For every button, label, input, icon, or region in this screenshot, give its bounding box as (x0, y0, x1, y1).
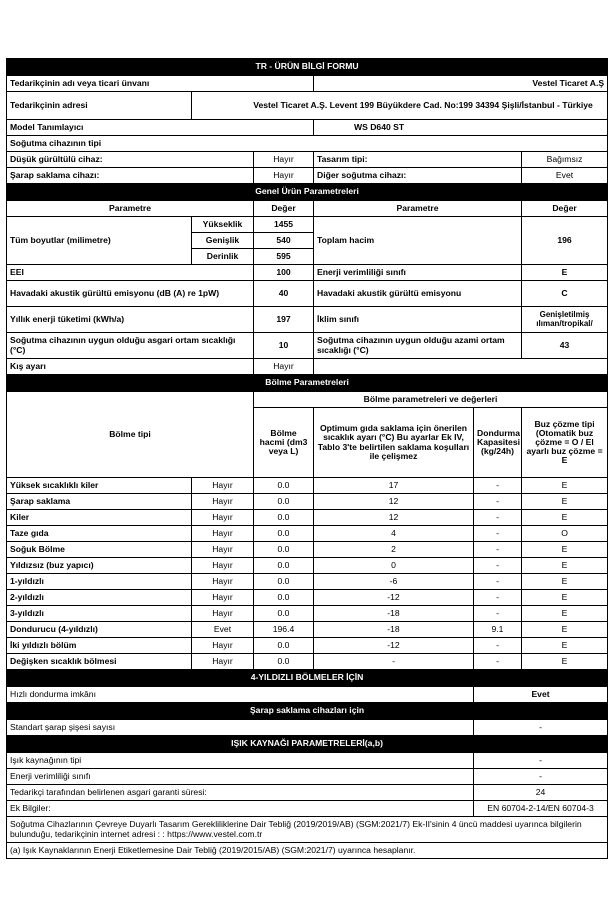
general-parameters-header: Genel Ürün Parametreleri (7, 184, 608, 201)
compartment-row (7, 478, 608, 494)
extra-info-label: Ek Bilgiler: (7, 801, 474, 817)
compartment-temperature: -6 (314, 574, 474, 590)
appliance-type-label: Soğutma cihazının tipi (7, 136, 608, 152)
min-temp-value: 10 (254, 333, 314, 359)
compartment-freezing-capacity: - (474, 590, 522, 606)
compartment-freezing-capacity: - (474, 478, 522, 494)
compartment-defrost-type: E (522, 622, 608, 638)
other-appliance-label: Diğer soğutma cihazı: (314, 168, 522, 184)
compartment-temperature: 17 (314, 478, 474, 494)
extra-info-value: EN 60704-2-14/EN 60704-3 (474, 801, 608, 817)
compartment-rows (7, 478, 608, 670)
compartment-temperature: -18 (314, 622, 474, 638)
supplier-name-label: Tedarikçinin adı veya ticari ünvanı (7, 76, 314, 92)
compartment-present: Hayır (192, 574, 254, 590)
compartment-freezing-capacity: - (474, 542, 522, 558)
product-info-sheet (6, 58, 608, 859)
compartment-row (7, 654, 608, 670)
min-temp-label: Soğutma cihazının uygun olduğu asgari ortam sıcaklığı (°C) (7, 333, 254, 359)
compartment-row (7, 622, 608, 638)
max-temp-label: Soğutma cihazının uygun olduğu azami ortam sıcaklığı (°C) (314, 333, 522, 359)
compartment-temperature: 12 (314, 494, 474, 510)
height-label: Yükseklik (192, 217, 254, 233)
bottles-label: Standart şarap şişesi sayısı (7, 720, 474, 736)
compartment-freezing-capacity: - (474, 558, 522, 574)
compartment-type-header: Bölme tipi (7, 392, 254, 478)
compartment-freezing-capacity: - (474, 606, 522, 622)
light-type-label: Işık kaynağının tipi (7, 753, 474, 769)
compartment-defrost-type: E (522, 558, 608, 574)
compartment-row (7, 542, 608, 558)
compartment-defrost-type: E (522, 654, 608, 670)
compartment-volume: 0.0 (254, 606, 314, 622)
compartment-row (7, 590, 608, 606)
compartment-defrost-type: E (522, 638, 608, 654)
four-star-header: 4-YILDIZLI BÖLMELER İÇİN (7, 670, 608, 687)
compartment-present: Hayır (192, 654, 254, 670)
compartment-row (7, 606, 608, 622)
compartment-name: Soğuk Bölme (7, 542, 192, 558)
compartment-temperature: -12 (314, 638, 474, 654)
param-header-right: Parametre (314, 201, 522, 217)
compartment-present: Hayır (192, 606, 254, 622)
compartment-row (7, 526, 608, 542)
compartment-row (7, 638, 608, 654)
depth-label: Derinlik (192, 249, 254, 265)
compartment-present: Hayır (192, 510, 254, 526)
total-volume-value: 196 (522, 217, 608, 265)
supplier-address-label: Tedarikçinin adresi (7, 92, 192, 120)
noise-value: 40 (254, 281, 314, 307)
compartment-defrost-type: E (522, 606, 608, 622)
annual-energy-label: Yıllık enerji tüketimi (kWh/a) (7, 307, 254, 333)
compartment-volume: 0.0 (254, 478, 314, 494)
compartment-freezing-capacity: - (474, 654, 522, 670)
compartment-defrost-type: E (522, 478, 608, 494)
compartment-name: 1-yıldızlı (7, 574, 192, 590)
compartment-defrost-type: E (522, 494, 608, 510)
compartment-defrost-type: E (522, 590, 608, 606)
climate-class-label: İklim sınıfı (314, 307, 522, 333)
defrost-type-column-header: Buz çözme tipi (Otomatik buz çözme = O / El ayarlı buz çözme = E (522, 408, 608, 478)
supplier-name: Vestel Ticaret A.Ş (314, 76, 608, 92)
light-source-header: IŞIK KAYNAĞI PARAMETRELERİ(a,b) (7, 736, 608, 753)
winter-setting-value: Hayır (254, 359, 314, 375)
compartment-name: Kiler (7, 510, 192, 526)
compartment-volume: 0.0 (254, 510, 314, 526)
model-label: Model Tanımlayıcı (7, 120, 314, 136)
compartment-defrost-type: O (522, 526, 608, 542)
compartment-temperature: 12 (314, 510, 474, 526)
compartment-row (7, 574, 608, 590)
low-noise-label: Düşük gürültülü cihaz: (7, 152, 254, 168)
other-appliance-value: Evet (522, 168, 608, 184)
compartment-volume: 0.0 (254, 638, 314, 654)
compartment-present: Hayır (192, 542, 254, 558)
energy-class-label: Enerji verimliliği sınıfı (314, 265, 522, 281)
compartment-freezing-capacity: - (474, 526, 522, 542)
warranty-label: Tedarikçi tarafından belirlenen asgari garanti süresi: (7, 785, 474, 801)
noise-label: Havadaki akustik gürültü emisyonu (dB (A) re 1pW) (7, 281, 254, 307)
compartment-name: Dondurucu (4-yıldızlı) (7, 622, 192, 638)
compartment-present: Hayır (192, 558, 254, 574)
design-type-label: Tasarım tipi: (314, 152, 522, 168)
compartment-temperature: 0 (314, 558, 474, 574)
temperature-column-header: Optimum gıda saklama için önerilen sıcaklık ayarı (°C) Bu ayarlar Ek IV, Tablo 3'te belirtilen saklama koşulları ile çelişmez (314, 408, 474, 478)
low-noise-value: Hayır (254, 152, 314, 168)
compartment-freezing-capacity: 9.1 (474, 622, 522, 638)
compartment-name: İki yıldızlı bölüm (7, 638, 192, 654)
compartment-present: Hayır (192, 478, 254, 494)
width-label: Genişlik (192, 233, 254, 249)
compartment-freezing-capacity: - (474, 638, 522, 654)
compartment-volume: 0.0 (254, 558, 314, 574)
regulation-note: Soğutma Cihazlarının Çevreye Duyarlı Tasarım Gerekliliklerine Dair Tebliğ (2019/2019/AB) (SGM:2021/7) Ek-II'sinin 4 üncü maddesi uyarınca bilgilerin bulunduğu, tedarikçinin internet adresi : : https://www.vestel.com.tr (7, 817, 608, 843)
compartment-row (7, 494, 608, 510)
compartment-defrost-type: E (522, 510, 608, 526)
climate-class-value: Genişletilmiş ılıman/tropikal/ (522, 307, 608, 333)
freezing-capacity-column-header: Dondurma Kapasitesi (kg/24h) (474, 408, 522, 478)
design-type-value: Bağımsız (522, 152, 608, 168)
compartment-volume: 196.4 (254, 622, 314, 638)
bottles-value: - (474, 720, 608, 736)
compartment-present: Hayır (192, 494, 254, 510)
sheet-title: TR - ÜRÜN BİLGİ FORMU (7, 59, 608, 76)
volume-column-header: Bölme hacmi (dm3 veya L) (254, 408, 314, 478)
compartment-row (7, 510, 608, 526)
compartment-volume: 0.0 (254, 494, 314, 510)
value-header-right: Değer (522, 201, 608, 217)
param-header-left: Parametre (7, 201, 254, 217)
light-regulation-note: (a) Işık Kaynaklarının Enerji Etiketlemesine Dair Tebliğ (2019/2015/AB) (SGM:2021/7) uyarınca hesaplanır. (7, 843, 608, 859)
compartment-volume: 0.0 (254, 574, 314, 590)
compartment-freezing-capacity: - (474, 510, 522, 526)
compartment-name: Taze gıda (7, 526, 192, 542)
compartment-name: Yıldızsız (buz yapıcı) (7, 558, 192, 574)
compartment-present: Evet (192, 622, 254, 638)
compartment-name: 2-yıldızlı (7, 590, 192, 606)
value-header-left: Değer (254, 201, 314, 217)
height-value: 1455 (254, 217, 314, 233)
compartment-parameters-header: Bölme Parametreleri (7, 375, 608, 392)
compartment-row (7, 558, 608, 574)
compartment-present: Hayır (192, 526, 254, 542)
compartment-present: Hayır (192, 638, 254, 654)
fast-freeze-label: Hızlı dondurma imkânı (7, 687, 474, 703)
compartment-defrost-type: E (522, 574, 608, 590)
depth-value: 595 (254, 249, 314, 265)
winter-setting-label: Kış ayarı (7, 359, 254, 375)
compartment-freezing-capacity: - (474, 574, 522, 590)
noise-class-value: C (522, 281, 608, 307)
compartment-params-header: Bölme parametreleri ve değerleri (254, 392, 608, 408)
annual-energy-value: 197 (254, 307, 314, 333)
fast-freeze-value: Evet (474, 687, 608, 703)
compartment-name: Yüksek sıcaklıklı kiler (7, 478, 192, 494)
dimensions-label: Tüm boyutlar (milimetre) (7, 217, 192, 265)
compartment-volume: 0.0 (254, 654, 314, 670)
compartment-name: 3-yıldızlı (7, 606, 192, 622)
compartment-volume: 0.0 (254, 542, 314, 558)
model-value: WS D640 ST (314, 120, 608, 136)
compartment-name: Değişken sıcaklık bölmesi (7, 654, 192, 670)
compartment-temperature: -12 (314, 590, 474, 606)
compartment-volume: 0.0 (254, 590, 314, 606)
compartment-volume: 0.0 (254, 526, 314, 542)
light-type-value: - (474, 753, 608, 769)
light-class-label: Enerji verimliliği sınıfı (7, 769, 474, 785)
wine-appliance-value: Hayır (254, 168, 314, 184)
eei-label: EEI (7, 265, 254, 281)
compartment-temperature: -18 (314, 606, 474, 622)
eei-value: 100 (254, 265, 314, 281)
compartment-present: Hayır (192, 590, 254, 606)
max-temp-value: 43 (522, 333, 608, 359)
compartment-temperature: - (314, 654, 474, 670)
compartment-freezing-capacity: - (474, 494, 522, 510)
light-class-value: - (474, 769, 608, 785)
width-value: 540 (254, 233, 314, 249)
warranty-value: 24 (474, 785, 608, 801)
wine-appliance-label: Şarap saklama cihazı: (7, 168, 254, 184)
wine-section-header: Şarap saklama cihazları için (7, 703, 608, 720)
supplier-address: Vestel Ticaret A.Ş. Levent 199 Büyükdere Cad. No:199 34394 Şişli/İstanbul - Türkiye (192, 92, 608, 120)
compartment-defrost-type: E (522, 542, 608, 558)
total-volume-label: Toplam hacim (314, 217, 522, 265)
noise-class-label: Havadaki akustik gürültü emisyonu (314, 281, 522, 307)
energy-class-value: E (522, 265, 608, 281)
compartment-name: Şarap saklama (7, 494, 192, 510)
compartment-temperature: 4 (314, 526, 474, 542)
compartment-temperature: 2 (314, 542, 474, 558)
